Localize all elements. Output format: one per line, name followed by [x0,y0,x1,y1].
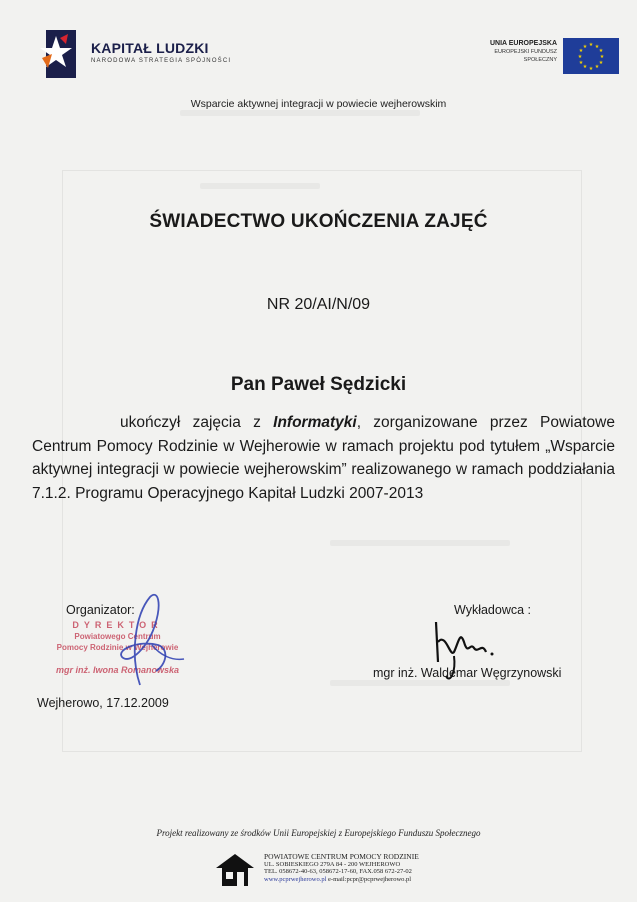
pcpr-phones: TEL. 058672-40-63, 058672-17-60, FAX.058 672-27-02 [264,868,412,875]
organizer-label: Organizator: [66,603,135,617]
stamp-name: mgr inż. Iwona Romanowska [55,665,180,675]
eu-flag-icon [563,38,619,74]
kapital-ludzki-text [91,40,231,64]
svg-text:★: ★ [578,48,584,54]
place-and-date: Wejherowo, 17.12.2009 [37,696,169,710]
recipient-name: Pan Paweł Sędzicki [230,374,407,395]
certificate-title: ŚWIADECTWO UKOŃCZENIA ZAJĘĆ [149,211,488,232]
certificate-body [32,411,615,505]
svg-text:★: ★ [594,44,600,50]
svg-text:★: ★ [598,60,604,66]
funding-note: Projekt realizowany ze środków Unii Europejskiej z Europejskiego Funduszu Społecznego [156,828,481,838]
project-tagline: Wsparcie aktywnej integracji w powiecie wejherowskim [190,98,447,110]
eu-fund-line1: EUROPEJSKI FUNDUSZ [494,49,557,55]
bleed-through-line [200,183,320,189]
bleed-through-line [180,110,420,116]
svg-text:★: ★ [578,60,584,66]
eu-fund-line2: SPOŁECZNY [523,57,557,63]
stamp-line1: DYREKTOR [72,620,163,630]
lecturer-name: mgr inż. Waldemar Węgrzynowski [373,666,562,680]
pcpr-email: e-mail:pcpr@pcprwejherowo.pl [328,875,412,883]
kapital-ludzki-logo [38,28,88,80]
svg-text:★: ★ [594,64,600,70]
stamp-line2: Powiatowego Centrum [74,632,161,641]
svg-text:★: ★ [582,64,588,70]
svg-text:★: ★ [598,48,604,54]
bleed-through-line [330,540,510,546]
svg-text:★: ★ [588,42,594,48]
svg-text:★: ★ [582,44,588,50]
organizer-signature [100,585,200,695]
pcpr-house-logo [214,852,256,888]
eu-text [490,40,557,64]
kl-title: KAPITAŁ LUDZKI [91,40,209,56]
course-subject: Informatyki [273,414,357,431]
svg-text:★: ★ [599,54,605,60]
pcpr-address: UL. SOBIESKIEGO 279A 84 - 200 WEJHEROWO [264,860,401,868]
kl-subtitle: NARODOWA STRATEGIA SPÓJNOŚCI [91,58,232,64]
body-part2: , zorganizowane przez Powiatowe Centrum Pomocy Rodzinie w Wejherowie w ramach projektu pod tytułem „Wsparcie aktywnej integracji w powiecie wejherowskim” realizowanego w ramach poddziałania 7.1.2. Programu Operacyjnego Kapitał Ludzki 2007-2013 [32,414,615,502]
pcpr-website-link[interactable]: www.pcprwejherowo.pl [264,875,327,883]
svg-text:★: ★ [588,66,594,72]
pcpr-address-block [264,853,419,883]
body-part1: ukończył zajęcia z [120,414,261,431]
stamp-line3: Pomocy Rodzinie w Wejherowie [56,643,179,652]
lecturer-signature [428,612,498,692]
certificate-number: NR 20/AI/N/09 [266,296,371,313]
pcpr-name: POWIATOWE CENTRUM POMOCY RODZINIE [264,852,419,861]
lecturer-label: Wykładowca : [454,603,531,617]
eu-title: UNIA EUROPEJSKA [489,40,557,47]
svg-text:★: ★ [577,54,583,60]
